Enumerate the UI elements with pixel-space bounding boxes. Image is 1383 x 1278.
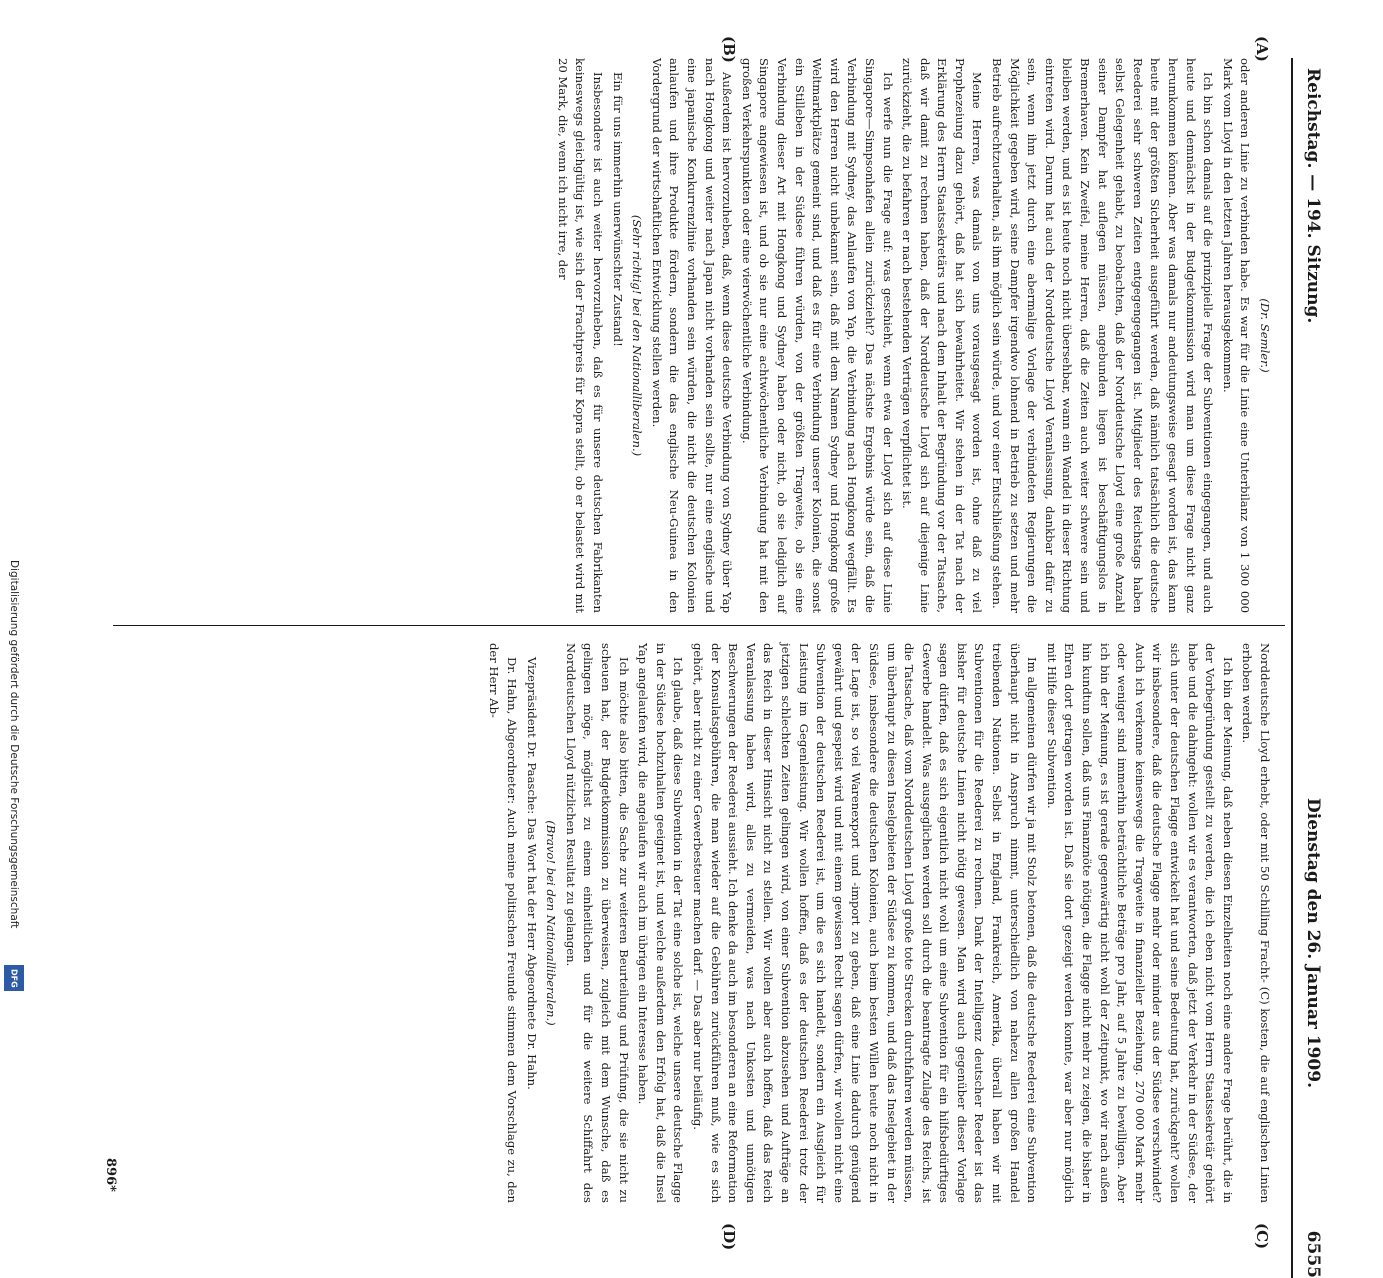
dfg-logo: DFG [4, 965, 24, 991]
speaker-tag: (Dr. Semler.) [1258, 298, 1272, 373]
margin-marker-a: (A) [1253, 36, 1271, 62]
paragraph: Norddeutsche Lloyd erhebt, oder mit 50 Schilling Fracht- (C) kosten, die auf englischen Linien erhoben werden. [1240, 643, 1272, 1203]
paragraph: Ich glaube, daß diese Subvention in der Tat eine solche ist, welche unsere deutsche Flagge in der Südsee hochzuhalten geeignet ist, und welche außerdem den Erfolg hat, daß die Insel Yap angelaufen wird, die angelaufen wir auch im übrigen ein Interesse haben. [636, 643, 686, 1203]
paragraph: Ich bin der Meinung, daß neben diesen Einzelheiten noch eine andere Frage berührt, die in der Vorbegründung gestellt zu werden, die ich eben nicht vom Herrn Staatssekretär gehört habe und die dahingeht: wollen wir es verantworten, daß jetzt der Verkehr in der Südsee, der sich unter der deutschen Flagge entwickelt hat und seine Bedeutung hat, zurückgeht? wollen wir insbesondere, daß die deutsche Flagge mehr oder minder aus der Südsee verschwindet? Auch ich verkenne keineswegs die Tragweite in finanzieller Beziehung. 270 000 Mark mehr oder weniger sind immerhin beträchtliche Beträge pro Jahr, auf 5 Jahre zu bewilligen. Aber ich bin der Meinung, es ist gerade gegenwärtig nicht wohl der Zeitpunkt, wo wir nach außen hin kundtun sollen, daß uns Finanznöte nötigen, die Flagge nicht mehr zu zeigen, die bisher in Ehren dort getragen worden ist. Daß sie dort gezeigt werden konnte, war aber nur möglich mit Hilfe dieser Subvention. [1044, 643, 1235, 1203]
paragraph: oder anderen Linie zu verbinden habe. Es war für die Linie eine Unterbilanz von 1 300 000 Mark vom Lloyd in den letzten Jahren herausgekommen. [1220, 58, 1253, 613]
paragraph: Ich bin schon damals auf die prinzipielle Frage der Subventionen eingegangen, und auch heute und demnächst in der Budgetkommission wird man um diese Frage nicht ganz herumkommen können. Aber was damals nur andeutungsweise gesagt worden ist, das kann heute mit der größten Sicherheit ausgeführt werden, daß nämlich tatsächlich die deutsche Reederei sehr schweren Zeiten entgegengegangen ist. Mitglieder des Reichstags haben selbst Gelegenheit gehabt, zu beobachten, daß der Norddeutsche Lloyd eine große Anzahl seiner Dampfer hat auflegen müssen, angebunden liegen ist beschäftigungslos in Bremerhaven. Kein Zweifel, meine Herren, daß die Zeiten auch weiter schwere sein und bleiben werden, und es ist heute noch nicht übersehbar, wann ein Wandel in dieser Richtung eintreten wird. Darum hat auch der Norddeutsche Lloyd Veranlassung, dankbar dafür zu sein, wenn ihm jetzt durch eine abermalige Vorlage der verbündeten Regierungen die Möglichkeit gegeben wird, seine Dampfer irgendwo lohnend in Betrieb zu setzen und mehr Betrieb aufrechtzuerhalten, als ihm möglich sein würde, und vor einer Entschließung stehen. [990, 58, 1216, 613]
paragraph: Insbesondere ist auch weiter hervorzuheben, daß es für unsere deutschen Fabrikanten keineswegs gleichgültig ist, wie sich der Frachtpreis für Kopra stellt, ob er belastet wird mit 20 Mark, die, wenn ich nicht irre, der [555, 58, 606, 613]
right-column [113, 643, 1273, 1203]
stage-direction: (Sehr richtig! bei den Nationalliberalen.) [630, 214, 645, 457]
margin-marker-b: (B) [720, 36, 738, 63]
paragraph: Ein für uns immerhin unerwünschter Zustand! [610, 72, 625, 347]
header-left: Reichstag. — 194. Sitzung. [1303, 68, 1323, 324]
speaker-paragraph: Dr. Hahn, Abgeordneter: Auch meine politischen Freunde stimmen dem Vorschlage zu, den der Herr Ab- [487, 643, 520, 1203]
header-date: Dienstag den 26. Januar 1909. [1303, 798, 1323, 1088]
speaker-paragraph: Vizepräsident Dr. Paasche: Das Wort hat der Herr Abgeordnete Dr. Hahn. [524, 657, 539, 1090]
left-column [113, 58, 1273, 613]
paragraph: Außerdem ist hervorzuheben, daß, wenn diese deutsche Verbindung von Sydney über Yap nach Hongkong und weiter nach Japan nicht vorhanden sein sollte, nur eine englische und eine japanische Konkurrenzlinie vorhanden sein würden, die nicht die deutschen Kolonien anlaufen und ihre Produkte fördern, sondern die das englische Neu-Guinea in den Vordergrund der wirtschaftlichen Entwicklung stellen werden. [649, 58, 735, 613]
paragraph: Im allgemeinen dürfen wir ja mit Stolz betonen, daß die deutsche Reederei eine Subvention überhaupt nicht in Anspruch nimmt, unterschiedlich von nahezu allen großen Handel treibenden Nationen. Selbst in England, Frankreich, Amerika, überall haben wir mit Subventionen für die Reederei zu rechnen. Dank der Intelligenz deutscher Reeder ist das bisher für deutsche Linien nicht nötig gewesen. Man wird auch gegenüber dieser Vorlage sagen dürfen, daß es sich eigentlich nicht wohl um eine Subvention für ein hilfsbedürftiges Gewerbe handelt. Was ausgeglichen werden soll durch die beantragte Zulage des Reichs, ist die Tatsache, daß vom Norddeutschen Lloyd große tote Strecken durchfahren werden müssen, um überhaupt zu diesen Inselgebieten der Südsee zu kommen, und daß das Inselgebiet in der Südsee, insbesondere die deutschen Kolonien, auch beim besten Willen heute noch nicht in der Lage ist, so viel Warenexport und -import zu geben, daß eine Linie dadurch genügend gewährt und gespeist wird und mit einem gewissen Recht sagen dürfen, wir wollen nicht eine Subvention der deutschen Reederei ist, um die es sich handelt, sondern ein Ausgleich für Leistung im Gegenleistung. Wir wollen hoffen, daß es der deutschen Reederei trotz der jetzigen schlechten Zeiten gelingen wird, von einer Subvention abzusehen und Aufträge an das Reich in dieser Hinsicht nicht zu stellen. Wir wollen aber auch hoffen, daß das Reich Veranlassung haben wird, alles zu vermeiden, was nach Unkosten und unnötigen Beschwerungen der Reederei aussieht. Ich denke da auch im besonderen an eine Reformation der Konsulatsgebühren, die man wieder auf die Gebühren zurückführen muß, wie es sich gehört, aber nicht zu einer Gewerbesteuer machen darf. — Das aber nur beiläufig. [691, 643, 1040, 1203]
credit-text: Digitalisierung gefördert durch die Deutsche Forschungsgemeinschaft [8, 560, 20, 929]
page-number: 6555 [1303, 1230, 1323, 1278]
paragraph: Ich möchte also bitten, die Sache zur weiteren Beurteilung und Prüfung, die sie nicht zu scheuen hat, der Budgetkommission zu überweisen, zugleich mit dem Wunsche, daß es gelingen möge, möglichst zu einem einheitlichen und für die weitere Schiffahrt des Norddeutschen Lloyd nützlichen Resultat zu gelangen. [563, 643, 631, 1203]
paragraph: Ich werfe nun die Frage auf: was geschieht, wenn etwa der Lloyd sich auf diese Linie Singapore—Simpsonhafen allein zurückzieht? Das nächste Ergebnis würde sein, daß die Verbindung mit Sydney, das Anlaufen von Yap, die Verbindung nach Hongkong wegfällt. Es wird den Herren nicht unbekannt sein, daß mit dem Namen Sydney und Hongkong große Weltmarktplätze gemeint sind, und daß es für eine Verbindung unserer Kolonien, die sonst ein Stilleben in der Südsee führen würden, von der größten Tragweite, ob sie eine Verbindung dieser Art mit Hongkong und Sydney haben oder nicht, ob sie lediglich auf Singapore angewiesen ist, und ob sie nur eine achtwöchentliche Verbindung hat mit den großen Verkehrspunkten oder eine vierwöchentliche Verbindung. [739, 58, 895, 613]
document-page [40, 0, 1383, 1278]
margin-marker-d: (D) [720, 1223, 738, 1251]
paragraph: Meine Herren, was damals von uns vorausgesagt worden ist, ohne daß zu viel Prophezeiung dazu gehört, daß hat sich bewahrheitet. Wir stehen in der Tat nach der Erklärung des Herrn Staatssekretärs und nach dem Inhalt der Begründung vor der Tatsache, daß wir damit zu rechnen haben, daß der Norddeutsche Lloyd sich auf diejenige Linie zurückzieht, die zu befahren er nach bestehenden Verträgen verpflichtet ist. [900, 58, 985, 613]
column-divider [113, 625, 1285, 626]
digitization-credit [6, 0, 26, 1000]
signature-mark: 896* [103, 1158, 118, 1192]
stage-direction: (Bravo! bei den Nationalliberalen.) [544, 820, 559, 1026]
page-header [1291, 58, 1333, 1278]
margin-marker-c: (C) [1253, 1223, 1271, 1250]
